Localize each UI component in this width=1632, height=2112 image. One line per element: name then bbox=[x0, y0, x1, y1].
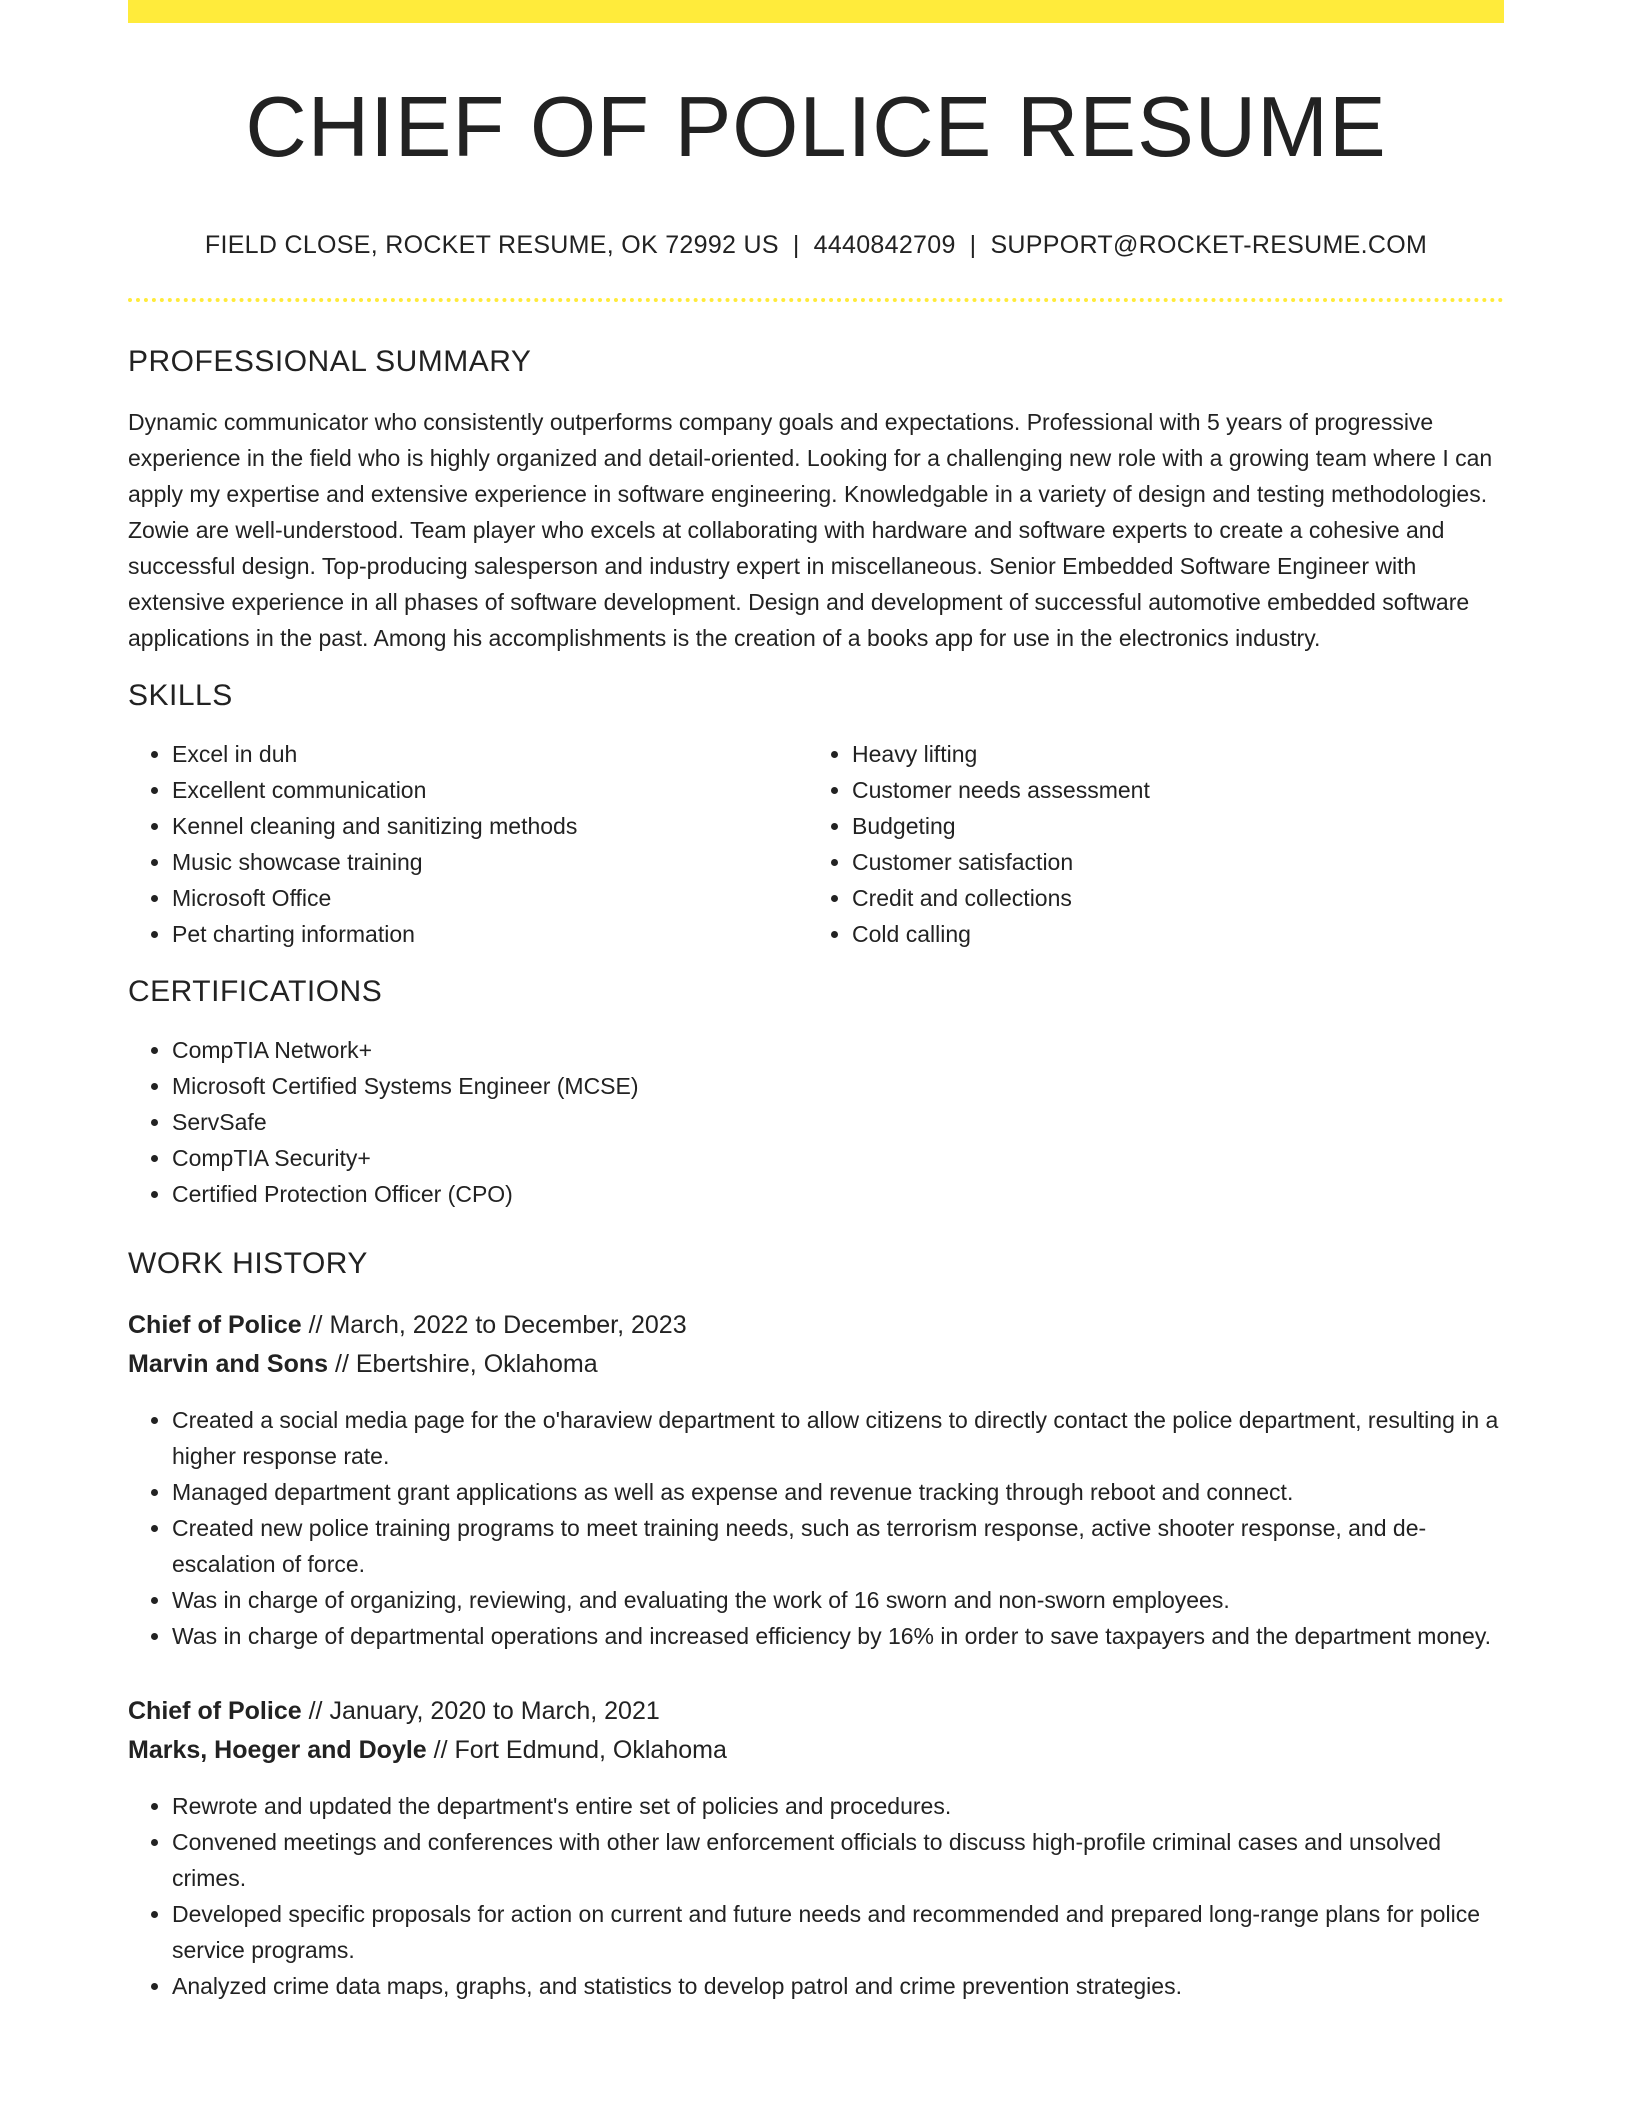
header-divider bbox=[128, 298, 1504, 302]
skill-item: • Heavy lifting bbox=[852, 736, 1488, 772]
job-duties bbox=[128, 1788, 1504, 2004]
job-role: Chief of Police bbox=[128, 1696, 302, 1725]
job-divider: // bbox=[308, 1696, 323, 1725]
resume-title: CHIEF OF POLICE RESUME bbox=[245, 80, 1387, 175]
job-duty: • Analyzed crime data maps, graphs, and statistics to develop patrol and crime prevention strategies. bbox=[172, 1968, 1504, 2004]
skill-item: • Excellent communication bbox=[172, 772, 808, 808]
job-role-line bbox=[128, 1692, 1504, 1731]
contact-address: FIELD CLOSE, ROCKET RESUME, OK 72992 US bbox=[204, 230, 779, 259]
skill-item: • Credit and collections bbox=[852, 880, 1488, 916]
job-duty: • Rewrote and updated the department's entire set of policies and procedures. bbox=[172, 1788, 1504, 1824]
job-entry bbox=[128, 1306, 1504, 1654]
skills-list bbox=[128, 736, 1504, 952]
job-dates: March, 2022 to December, 2023 bbox=[329, 1310, 687, 1339]
skills-heading: SKILLS bbox=[128, 678, 233, 712]
certification-item: • ServSafe bbox=[172, 1104, 1504, 1140]
job-duty: • Developed specific proposals for action on current and future needs and recommended and prepared long-range plans for police service programs. bbox=[172, 1896, 1504, 1968]
job-duty: • Created new police training programs to meet training needs, such as terrorism response, active shooter response, and de-escalation of force. bbox=[172, 1510, 1504, 1582]
skills-column-left bbox=[128, 736, 808, 952]
certification-item: • CompTIA Network+ bbox=[172, 1032, 1504, 1068]
work-history-heading: WORK HISTORY bbox=[128, 1246, 368, 1280]
job-duty: • Managed department grant applications as well as expense and revenue tracking through reboot and connect. bbox=[172, 1474, 1504, 1510]
job-role-line bbox=[128, 1306, 1504, 1345]
job-divider: // bbox=[308, 1310, 323, 1339]
job-header bbox=[128, 1692, 1504, 1770]
job-header bbox=[128, 1306, 1504, 1384]
skills-column-right bbox=[808, 736, 1488, 952]
certifications-heading: CERTIFICATIONS bbox=[128, 974, 383, 1008]
job-duty: • Created a social media page for the o'haraview department to allow citizens to directly contact the police department, resulting in a higher response rate. bbox=[172, 1402, 1504, 1474]
job-location: Ebertshire, Oklahoma bbox=[355, 1349, 598, 1378]
skill-item: • Music showcase training bbox=[172, 844, 808, 880]
accent-bar bbox=[128, 0, 1504, 23]
job-divider: // bbox=[433, 1735, 448, 1764]
contact-email: SUPPORT@ROCKET-RESUME.COM bbox=[990, 230, 1428, 259]
contact-separator: | bbox=[969, 230, 977, 259]
skill-item: • Customer satisfaction bbox=[852, 844, 1488, 880]
job-company: Marvin and Sons bbox=[128, 1349, 329, 1378]
summary-text: Dynamic communicator who consistently outperforms company goals and expectations. Professional with 5 years of progressive experience in the field who is highly organized and detail-oriented. Looking for a challenging new role with a growing team where I can apply my expertise and extensive experience in software engineering. Knowledgable in a variety of design and testing methodologies. Zowie are well-understood. Team player who excels at collaborating with hardware and software experts to create a cohesive and successful design. Top-producing salesperson and industry expert in miscellaneous. Senior Embedded Software Engineer with extensive experience in all phases of software development. Design and development of successful automotive embedded software applications in the past. Among his accomplishments is the creation of a books app for use in the electronics industry. bbox=[128, 408, 1493, 651]
job-role: Chief of Police bbox=[128, 1310, 302, 1339]
contact-phone: 4440842709 bbox=[813, 230, 956, 259]
certification-item: • CompTIA Security+ bbox=[172, 1140, 1504, 1176]
job-location: Fort Edmund, Oklahoma bbox=[454, 1735, 727, 1764]
job-divider: // bbox=[335, 1349, 349, 1378]
skill-item: • Pet charting information bbox=[172, 916, 808, 952]
skill-item: • Customer needs assessment bbox=[852, 772, 1488, 808]
contact-separator: | bbox=[792, 230, 800, 259]
job-duty: • Was in charge of organizing, reviewing, and evaluating the work of 16 sworn and non-sworn employees. bbox=[172, 1582, 1504, 1618]
job-duty: • Convened meetings and conferences with other law enforcement officials to discuss high-profile criminal cases and unsolved crimes. bbox=[172, 1824, 1504, 1896]
job-duties bbox=[128, 1402, 1504, 1654]
skill-item: • Kennel cleaning and sanitizing methods bbox=[172, 808, 808, 844]
skill-item: • Microsoft Office bbox=[172, 880, 808, 916]
job-entry bbox=[128, 1692, 1504, 2004]
contact-line bbox=[128, 231, 1504, 260]
skill-item: • Excel in duh bbox=[172, 736, 808, 772]
job-dates: January, 2020 to March, 2021 bbox=[329, 1696, 660, 1725]
certification-item: • Microsoft Certified Systems Engineer (MCSE) bbox=[172, 1068, 1504, 1104]
resume-page bbox=[128, 0, 1504, 2004]
job-company-line bbox=[128, 1345, 1504, 1384]
job-duty: • Was in charge of departmental operations and increased efficiency by 16% in order to save taxpayers and the department money. bbox=[172, 1618, 1504, 1654]
summary-heading: PROFESSIONAL SUMMARY bbox=[128, 344, 532, 378]
skill-item: • Budgeting bbox=[852, 808, 1488, 844]
job-company-line bbox=[128, 1731, 1504, 1770]
job-company: Marks, Hoeger and Doyle bbox=[128, 1735, 427, 1764]
skill-item: • Cold calling bbox=[852, 916, 1488, 952]
certifications-list bbox=[128, 1032, 1504, 1212]
certification-item: • Certified Protection Officer (CPO) bbox=[172, 1176, 1504, 1212]
